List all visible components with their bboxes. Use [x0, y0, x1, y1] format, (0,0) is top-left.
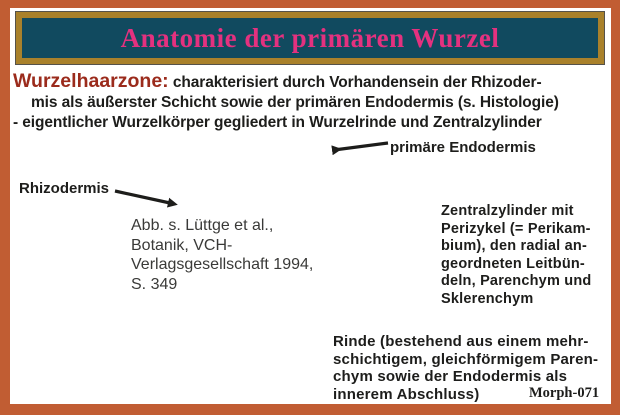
zentralzylinder-line: deln, Parenchym und — [441, 273, 592, 290]
zentralzylinder-line: Sklerenchym — [441, 290, 534, 307]
zentralzylinder-line: bium), den radial an- — [441, 238, 587, 255]
intro-line-2: mis als äußerster Schicht sowie der primären Endodermis (s. Histologie) — [31, 94, 559, 111]
citation-line: Botanik, VCH- — [131, 236, 233, 254]
endodermis-label: primäre Endodermis — [390, 139, 536, 156]
rhizodermis-label: Rhizodermis — [19, 180, 110, 197]
intro-line-1 — [13, 71, 613, 93]
rinde-line: schichtigem, gleichförmigem Paren- — [333, 350, 599, 368]
title-banner — [16, 12, 604, 64]
page-title: Anatomie der primären Wurzel — [120, 22, 500, 53]
zentralzylinder-line: geordneten Leitbün- — [441, 255, 585, 272]
zentralzylinder-line: Perizykel (= Perikam- — [441, 220, 591, 237]
citation-line: S. 349 — [131, 275, 178, 293]
intro-lead-label: Wurzelhaarzone: — [13, 70, 169, 92]
intro-line-1-text: charakterisiert durch Vorhandensein der Rhizoder- — [172, 74, 542, 91]
endodermis-arrow-icon — [320, 138, 390, 158]
citation-line: Verlagsgesellschaft 1994, — [131, 256, 314, 273]
zentralzylinder-line: Zentralzylinder mit — [441, 203, 574, 219]
slide-id: Morph-071 — [529, 385, 600, 401]
rinde-line: innerem Abschluss) — [333, 385, 480, 403]
citation-line: Abb. s. Lüttge et al., — [131, 217, 274, 234]
intro-line-3: - eigentlicher Wurzelkörper gegliedert in Wurzelrinde und Zentralzylinder — [13, 114, 542, 131]
rhizodermis-arrow-icon — [110, 185, 184, 211]
zentralzylinder-block — [441, 203, 601, 309]
intro-paragraph — [13, 71, 613, 133]
rinde-line: Rinde (bestehend aus einem mehr- — [333, 333, 589, 350]
citation-block — [131, 216, 313, 294]
rinde-line: chym sowie der Endodermis als — [333, 368, 568, 386]
